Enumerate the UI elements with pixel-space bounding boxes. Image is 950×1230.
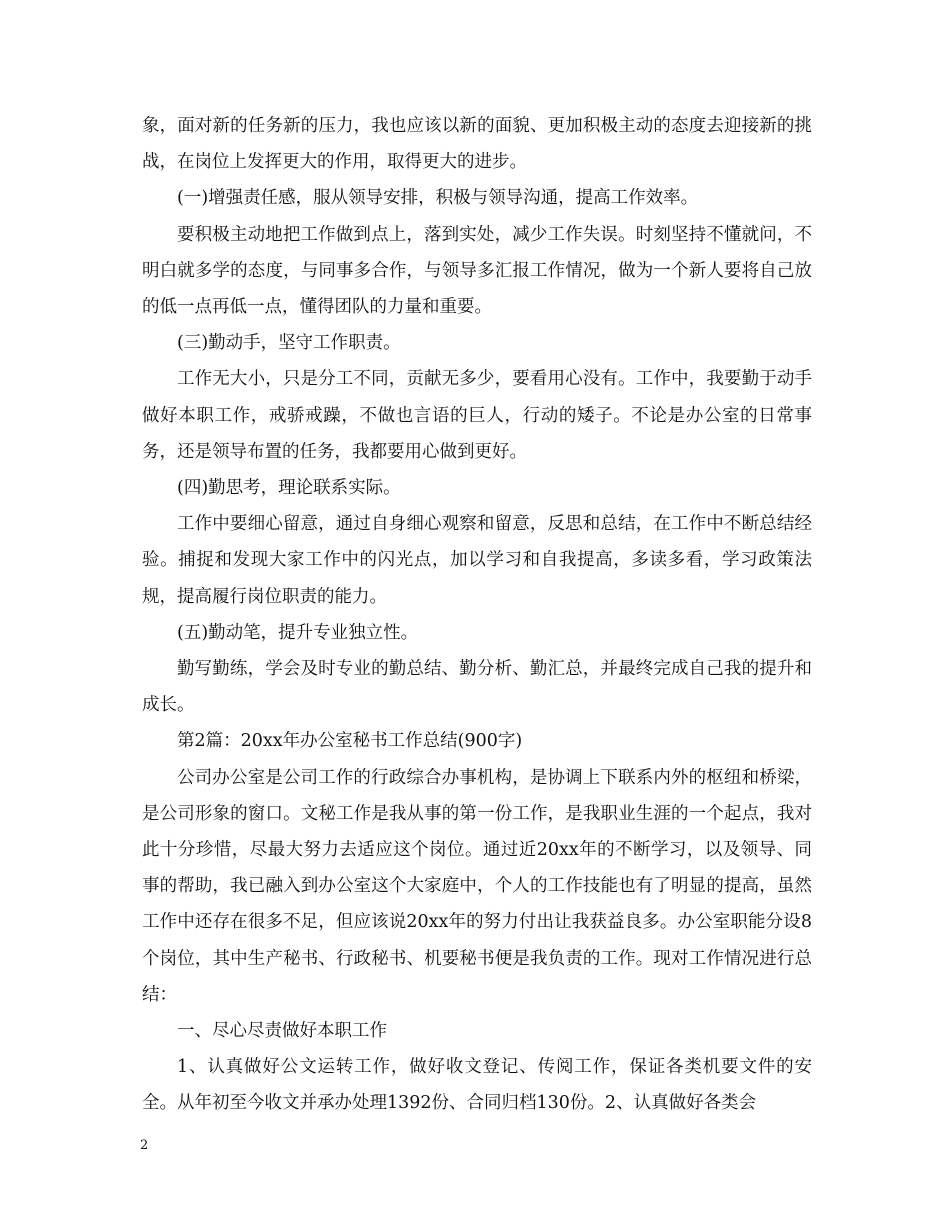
section-heading-5: (五)勤动笔，提升专业独立性。 [177,622,419,643]
subsection-heading: 一、尽心尽责做好本职工作 [177,1021,387,1042]
section-heading-1: (一)增强责任感，服从领导安排，积极与领导沟通，提高工作效率。 [177,188,699,209]
paragraph: 工作中要细心留意，通过自身细心观察和留意，反思和总结，在工作中不断总结经验。捕捉和发现大家工作中的闪光点，加以学习和自我提高，多读多看，学习政策法规，提高履行岗位职责的能力。 [142,514,812,607]
body-text [142,108,812,1122]
section-heading-4: (四)勤思考，理论联系实际。 [177,478,401,499]
article-title: 第2篇：20xx年办公室秘书工作总结(900字) [177,731,523,752]
paragraph: 要积极主动地把工作做到点上，落到实处，减少工作失误。时刻坚持不懂就问，不明白就多学的态度，与同事多合作，与领导多汇报工作情况，做为一个新人要将自己放的低一点再低一点，懂得团队的力量和重要。 [142,224,812,318]
paragraph: 1、认真做好公文运转工作，做好收文登记、传阅工作，保证各类机要文件的安全。从年初至今收文并承办处理1392份、合同归档130份。2、认真做好各类会 [142,1057,812,1114]
paragraph: 工作无大小，只是分工不同，贡献无多少，要看用心没有。工作中，我要勤于动手做好本职工作，戒骄戒躁，不做也言语的巨人，行动的矮子。不论是办公室的日常事务，还是领导布置的任务，我都要用心做到更好。 [142,369,812,462]
paragraph: 象，面对新的任务新的压力，我也应该以新的面貌、更加积极主动的态度去迎接新的挑战，在岗位上发挥更大的作用，取得更大的进步。 [142,116,812,173]
paragraph: 公司办公室是公司工作的行政综合办事机构，是协调上下联系内外的枢纽和桥梁，是公司形象的窗口。文秘工作是我从事的第一份工作，是我职业生涯的一个起点，我对此十分珍惜，尽最大努力去适应这个岗位。通过近20xx年的不断学习，以及领导、同事的帮助，我已融入到办公室这个大家庭中，个人的工作技能也有了明显的提高，虽然工作中还存在很多不足，但应该说20xx年的努力付出让我获益良多。办公室职能分设8个岗位，其中生产秘书、行政秘书、机要秘书便是我负责的工作。现对工作情况进行总结： [142,767,812,1005]
paragraph: 勤写勤练，学会及时专业的勤总结、勤分析、勤汇总，并最终完成自己我的提升和成长。 [142,659,812,716]
page-number: 2 [140,1138,149,1153]
section-heading-3: (三)勤动手，坚守工作职责。 [177,333,401,354]
